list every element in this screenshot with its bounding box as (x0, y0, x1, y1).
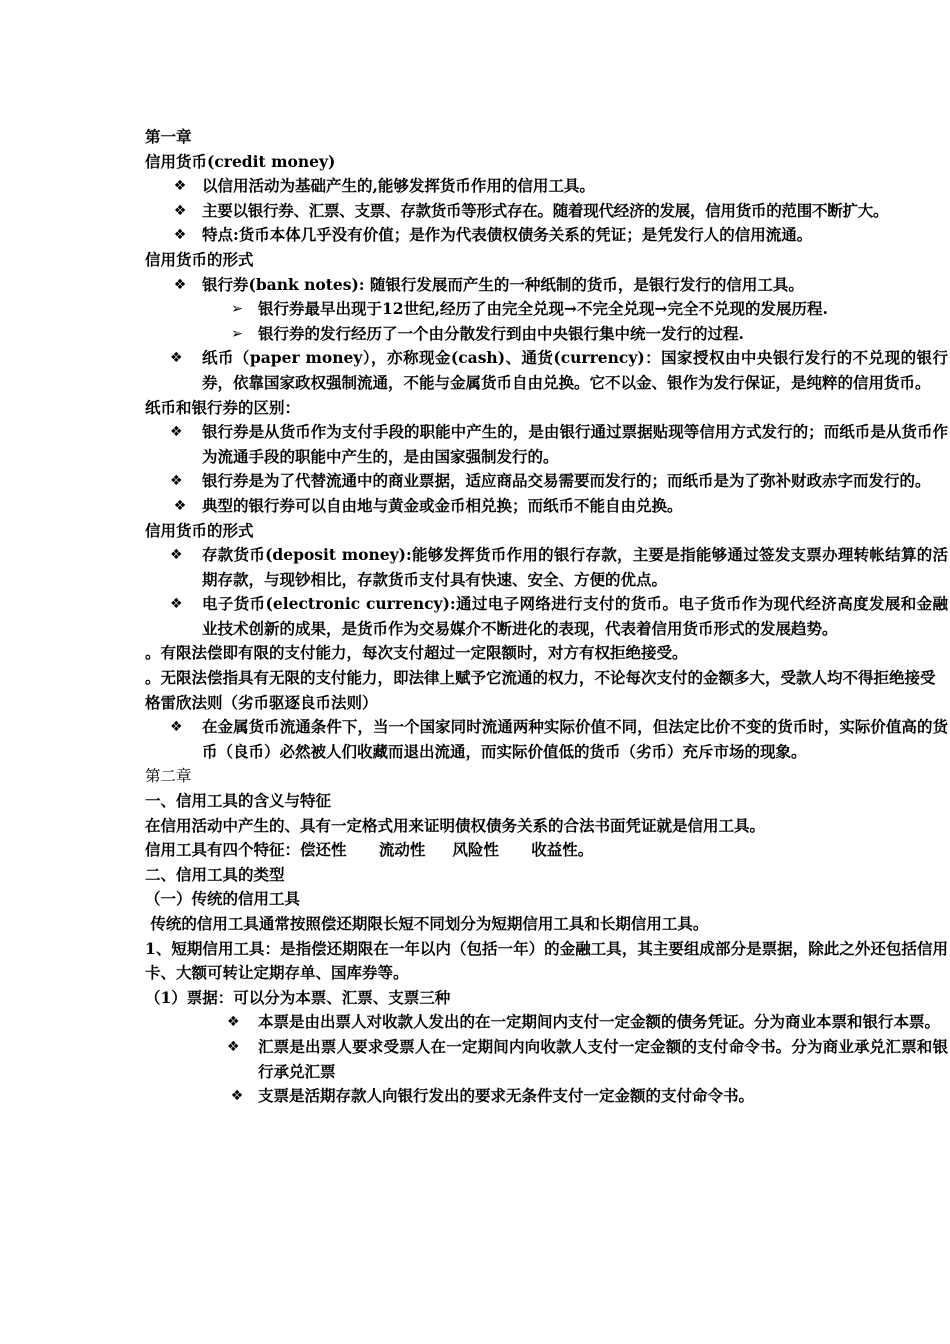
difference-point-1: 银行券是从货币作为支付手段的职能中产生的，是由银行通过票据贴现等信用方式发行的；而纸币是从货币作为流通手段的职能中产生的，是由国家强制发行的。 (202, 422, 948, 466)
credit-instrument-definition: 在信用活动中产生的、具有一定格式用来证明债权债务关系的合法书面凭证就是信用工具。 (145, 815, 766, 835)
diamond-bullet-icon: ❖ (227, 1038, 240, 1055)
bills-heading: （1）票据：可以分为本票、汇票、支票三种 (145, 987, 451, 1007)
list-item (145, 346, 948, 395)
list-item (145, 494, 948, 519)
diamond-bullet-icon: ❖ (170, 424, 183, 441)
diamond-bullet-icon: ❖ (170, 473, 183, 490)
section2-heading: 二、信用工具的类型 (145, 864, 285, 884)
chapter1-title: 第一章 (145, 127, 192, 146)
list-item (145, 543, 948, 592)
gresham-heading: 格雷欣法则（劣币驱逐良币法则） (145, 692, 378, 712)
diamond-bullet-icon: ❖ (173, 202, 187, 219)
document-body (145, 125, 948, 1109)
list-item (145, 715, 948, 764)
deposit-money-text: 存款货币(deposit money):能够发挥货币作用的银行存款，主要是指能够通过签发支票办理转帐结算的活期存款，与现钞相比，存款货币支付具有快速、安全、方便的优点。 (202, 545, 948, 589)
bills-point-1: 本票是由出票人对收款人发出的在一定期间内支付一定金额的债务凭证。分为商业本票和银行本票。 (258, 1012, 941, 1032)
section1-heading: 一、信用工具的含义与特征 (145, 791, 332, 811)
list-item (145, 199, 948, 224)
limited-legal-tender: 。有限法偿即有限的支付能力，每次支付超过一定限额时，对方有权拒绝接受。 (145, 643, 688, 663)
bills-point-2: 汇票是出票人要求受票人在一定期间内向收款人支付一定金额的支付命令书。分为商业承兑汇票和银行承兑汇票 (258, 1036, 948, 1081)
list-item (145, 223, 948, 248)
arrow-bullet-icon: ➢ (231, 325, 243, 342)
list-item (145, 592, 948, 641)
credit-instrument-features: 信用工具有四个特征：偿还性 流动性 风险性 收益性。 (145, 840, 594, 860)
paper-money-text: 纸币（paper money），亦称现金(cash)、通货(currency)：国家授权由中央银行发行的不兑现的银行券，依靠国家政权强制流通，不能与金属货币自由兑换。它不以金、银作为发行保证，是纯粹的信用货币。 (202, 348, 948, 392)
list-item (145, 273, 948, 298)
diamond-bullet-icon: ❖ (170, 719, 183, 736)
list-item (145, 420, 948, 469)
arrow-bullet-icon: ➢ (231, 301, 243, 318)
difference-point-2: 银行券是为了代替流通中的商业票据，适应商品交易需要而发行的；而纸币是为了弥补财政赤字而发行的。 (202, 471, 931, 491)
unlimited-legal-tender: 。无限法偿指具有无限的支付能力，即法律上赋予它流通的权力，不论每次支付的金额多大，受款人均不得拒绝接受 (145, 668, 936, 688)
diamond-bullet-icon: ❖ (230, 1088, 244, 1105)
bank-notes-text: 银行券(bank notes): 随银行发展而产生的一种纸制的货币，是银行发行的信用工具。 (202, 274, 804, 294)
diamond-bullet-icon: ❖ (170, 350, 183, 367)
list-item (145, 297, 948, 322)
diamond-bullet-icon: ❖ (173, 178, 187, 195)
diamond-bullet-icon: ❖ (227, 1014, 240, 1031)
electronic-currency-text: 电子货币(electronic currency):通过电子网络进行支付的货币。电子货币作为现代经济高度发展和金融业技术创新的成果，是货币作为交易媒介不断进化的表现，代表着信用货币形式的发展趋势。 (202, 594, 948, 638)
list-item (145, 1084, 948, 1109)
traditional-heading: （一）传统的信用工具 (145, 889, 301, 909)
list-item (145, 322, 948, 347)
bills-point-3: 支票是活期存款人向银行发出的要求无条件支付一定金额的支付命令书。 (258, 1086, 755, 1106)
list-item (145, 1010, 948, 1035)
list-item (145, 174, 948, 199)
traditional-description: 传统的信用工具通常按照偿还期限长短不同划分为短期信用工具和长期信用工具。 (145, 914, 709, 933)
credit-money-point-2: 主要以银行券、汇票、支票、存款货币等形式存在。随着现代经济的发展，信用货币的范围不断扩大。 (202, 200, 889, 220)
difference-heading: 纸币和银行券的区别： (145, 397, 301, 417)
credit-money-heading: 信用货币(credit money) (145, 151, 336, 171)
short-term-instruments: 1、短期信用工具：是指偿还期限在一年以内（包括一年）的金融工具，其主要组成部分是票据，除此之外还包括信用卡、大额可转让定期存单、国库券等。 (145, 938, 948, 983)
diamond-bullet-icon: ❖ (173, 227, 187, 244)
diamond-bullet-icon: ❖ (173, 276, 187, 293)
bank-notes-sub-2: 银行券的发行经历了一个由分散发行到由中央银行集中统一发行的过程. (258, 323, 744, 343)
forms-heading-1: 信用货币的形式 (145, 249, 254, 269)
forms-heading-2: 信用货币的形式 (145, 520, 254, 540)
list-item (145, 469, 948, 494)
diamond-bullet-icon: ❖ (170, 596, 183, 613)
diamond-bullet-icon: ❖ (173, 497, 187, 514)
credit-money-point-1: 以信用活动为基础产生的,能够发挥货币作用的信用工具。 (202, 176, 595, 196)
list-item (145, 1035, 948, 1084)
gresham-point: 在金属货币流通条件下，当一个国家同时流通两种实际价值不同，但法定比价不变的货币时，实际价值高的货币（良币）必然被人们收藏而退出流通，而实际价值低的货币（劣币）充斥市场的现象。 (202, 717, 948, 761)
difference-point-3: 典型的银行券可以自由地与黄金或金币相兑换；而纸币不能自由兑换。 (202, 495, 683, 515)
bank-notes-sub-1: 银行券最早出现于12世纪,经历了由完全兑现→不完全兑现→完全不兑现的发展历程. (258, 299, 828, 319)
credit-money-point-3: 特点:货币本体几乎没有价值；是作为代表债权债务关系的凭证；是凭发行人的信用流通。 (202, 225, 813, 245)
chapter2-title: 第二章 (145, 767, 192, 786)
diamond-bullet-icon: ❖ (170, 547, 183, 564)
